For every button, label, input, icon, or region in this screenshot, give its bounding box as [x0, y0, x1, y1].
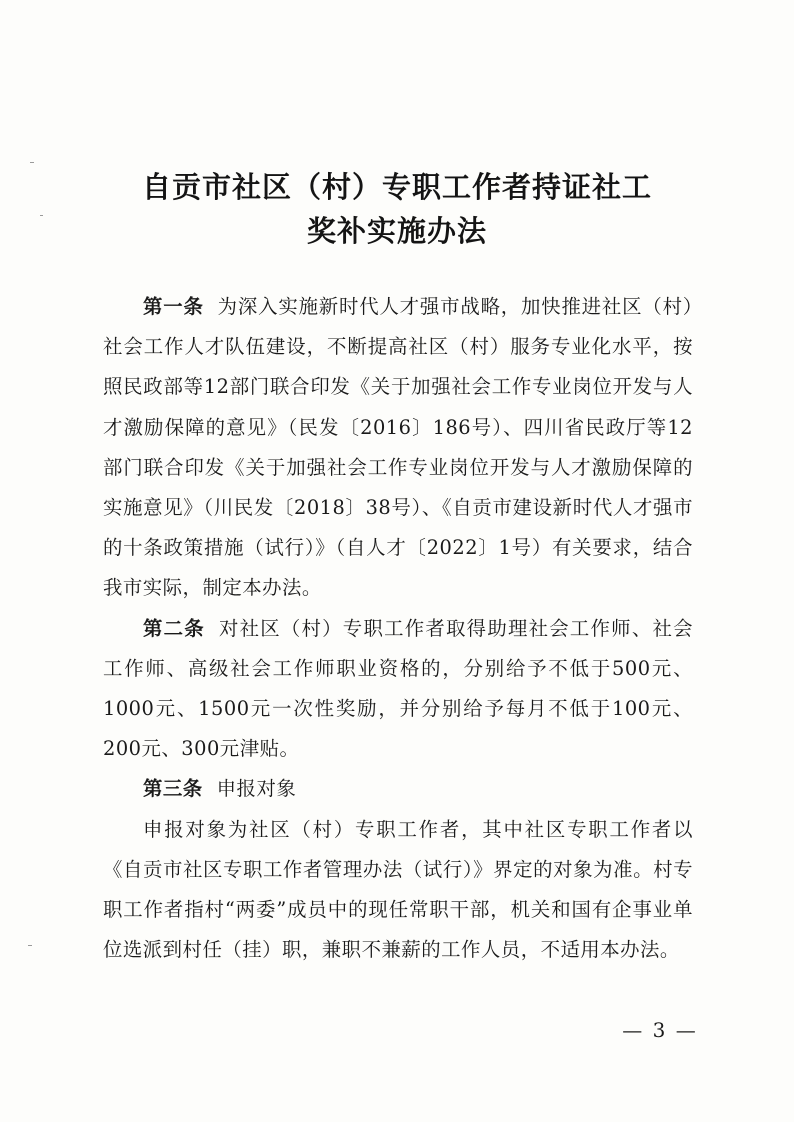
- article-2-text: 对社区（村）专职工作者取得助理社会工作师、社会工作师、高级社会工作师职业资格的，分别给予不低于500元、1000元、1500元一次性奖励，并分别给予每月不低于100元、200元、300元津贴。: [103, 616, 694, 761]
- title-line-1: 自贡市社区（村）专职工作者持证社工: [141, 170, 652, 204]
- document-body: [103, 287, 693, 970]
- document-title: [0, 165, 794, 253]
- article-3-paragraph: [103, 810, 693, 971]
- article-1: [103, 287, 693, 609]
- article-3-paragraph-text: 申报对象为社区（村）专职工作者，其中社区专职工作者以《自贡市社区专职工作者管理办法（试行）》界定的对象为准。村专职工作者指村“两委”成员中的现任常职干部，机关和国有企事业单位选派到村任（挂）职，兼职不兼薪的工作人员，不适用本办法。: [103, 817, 693, 962]
- title-line-2: 奖补实施办法: [306, 214, 487, 248]
- article-3-heading: 第三条: [143, 777, 203, 801]
- scan-mark: [30, 162, 34, 163]
- article-2: [103, 609, 693, 770]
- article-2-heading: 第二条: [143, 616, 205, 640]
- scan-mark: [28, 945, 32, 946]
- article-1-heading: 第一条: [143, 295, 204, 318]
- article-3-text: 申报对象: [216, 777, 297, 801]
- page-number: — 3 —: [622, 1018, 698, 1042]
- article-3: [103, 769, 693, 809]
- article-1-text: 为深入实施新时代人才强市战略，加快推进社区（村）社会工作人才队伍建设，不断提高社区（村）服务专业化水平，按照民政部等12部门联合印发《关于加强社会工作专业岗位开发与人才激励保障的意见》（民发〔2016〕186号）、四川省民政厅等12部门联合印发《关于加强社会工作专业岗位开发与人才激励保障的实施意见》（川民发〔2018〕38号）、《自贡市建设新时代人才强市的十条政策措施（试行）》（自人才〔2022〕1号）有关要求，结合我市实际，制定本办法。: [103, 295, 693, 600]
